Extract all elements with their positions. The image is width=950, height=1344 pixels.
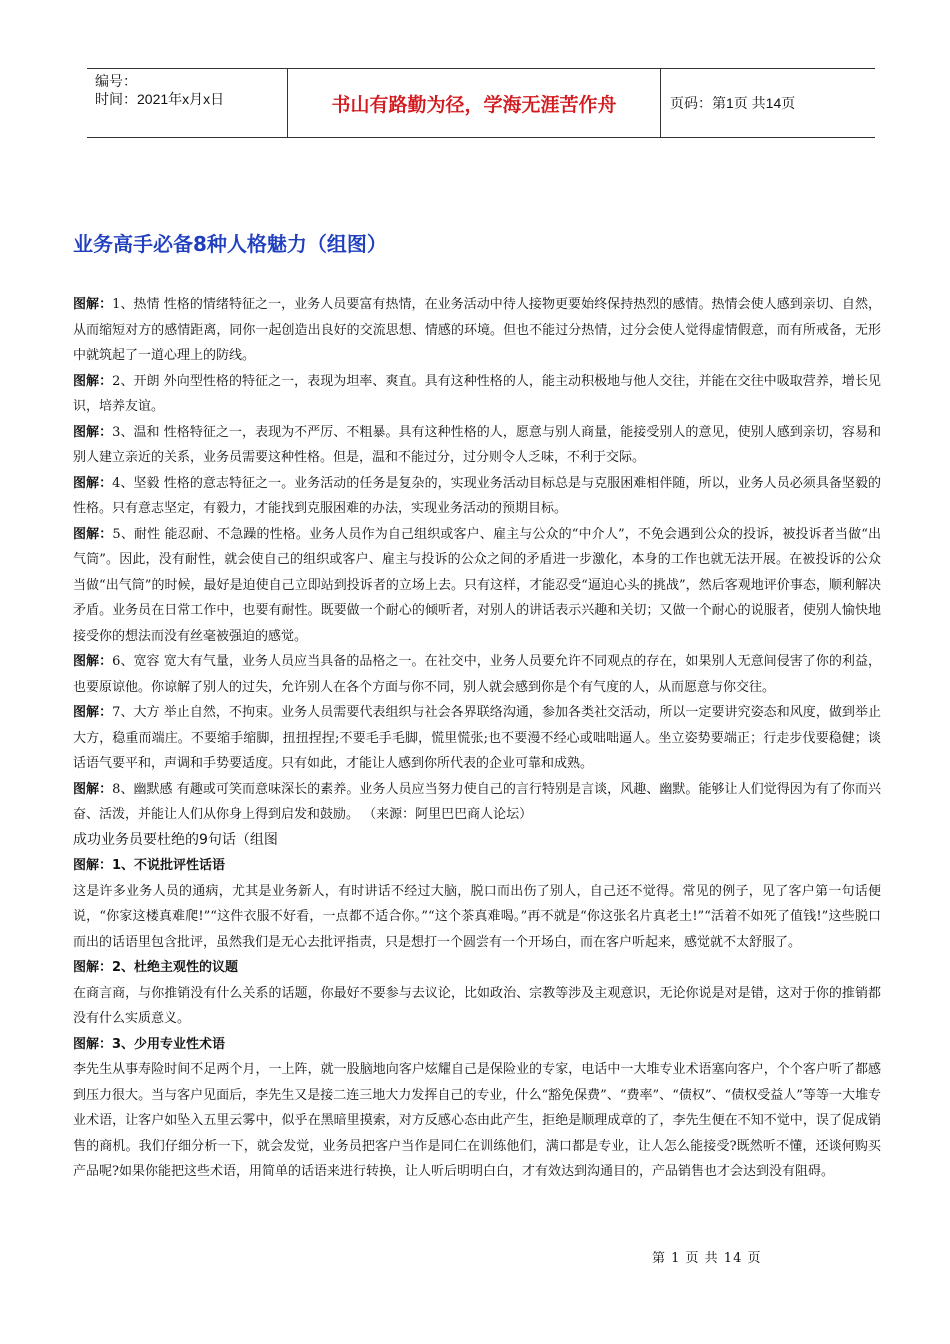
trait-label: 图解： [73, 475, 113, 491]
trait-label: 图解： [73, 297, 113, 312]
document-title: 业务高手必备8种人格魅力（组图） [73, 232, 387, 256]
document-body [73, 292, 881, 1185]
trait-text: 6、宽容 宽大有气量，业务人员应当具备的品格之一。在社交中，业务人员要允许不同观点的存在，如果别人无意间侵害了你的利益，也要原谅他。你谅解了别人的过失，允许别人在各个方面与你不同，别人就会感到你是个有气度的人，从而愿意与你交往。 [73, 654, 881, 695]
trait-label: 图解： [73, 373, 113, 389]
trait-text: 7、大方 举止自然，不拘束。业务人员需要代表组织与社会各界联络沟通，参加各类社交活动，所以一定要讲究姿态和风度，做到举止大方，稳重而端庄。不要缩手缩脚，扭扭捏捏;不要毛手毛脚，慌里慌张;也不要漫不经心或咄咄逼人。坐立姿势要端正；行走步伐要稳健；谈话语气要平和，声调和手势要适度。只有如此，才能让人感到你所代表的企业可靠和成熟。 [73, 705, 881, 771]
trait-label: 图解： [73, 654, 113, 669]
trait-paragraph [73, 471, 881, 522]
trait-paragraph [73, 522, 881, 650]
page-footer: 第 1 页 共 14 页 [652, 1251, 762, 1266]
trait-label: 图解： [73, 781, 113, 797]
trait-paragraph [73, 369, 881, 420]
trait-text: 1、热情 性格的情绪特征之一，业务人员要富有热情，在业务活动中待人接物更要始终保持热烈的感情。热情会使人感到亲切、自然，从而缩短对方的感情距离，同你一起创造出良好的交流思想、情感的环境。但也不能过分热情，过分会使人觉得虚情假意，而有所戒备，无形中就筑起了一道心理上的防线。 [73, 297, 881, 363]
trait-paragraph [73, 420, 881, 471]
trait-label: 图解： [73, 705, 113, 720]
rule-heading: 图解：3、少用专业性术语 [73, 1036, 226, 1052]
time-label: 时间：2021年x月x日 [95, 91, 225, 107]
section-subtitle: 成功业务员要杜绝的9句话（组图 [73, 831, 278, 848]
trait-text: 8、幽默感 有趣或可笑而意味深长的素养。业务人员应当努力使自己的言行特别是言谈，风趣、幽默。能够让人们觉得因为有了你而兴奋、活泼，并能让人们从你身上得到启发和鼓励。 （来源：阿里巴巴商人论坛） [73, 781, 881, 822]
rule-text: 在商言商，与你推销没有什么关系的话题，你最好不要参与去议论，比如政治、宗教等涉及主观意识，无论你说是对是错，这对于你的推销都没有什么实质意义。 [73, 985, 881, 1026]
header-motto: 书山有路勤为径，学海无涯苦作舟 [287, 69, 661, 137]
rule-heading: 图解：1、不说批评性话语 [73, 858, 226, 873]
trait-paragraph [73, 777, 881, 828]
header-meta [95, 69, 285, 137]
page-header [87, 68, 875, 138]
trait-paragraph [73, 700, 881, 777]
rule-text: 这是许多业务人员的通病，尤其是业务新人，有时讲话不经过大脑，脱口而出伤了别人，自己还不觉得。常见的例子，见了客户第一句话便说，“你家这楼真难爬!”“这件衣服不好看，一点都不适合你。”“这个茶真难喝。”再不就是“你这张名片真老土!”“活着不如死了值钱!”这些脱口而出的话语里包含批评，虽然我们是无心去批评指责，只是想打一个圆尝有一个开场白，而在客户听起来，感觉就不太舒服了。 [73, 883, 881, 950]
trait-paragraph [73, 649, 881, 700]
trait-text: 2、开朗 外向型性格的特征之一，表现为坦率、爽直。具有这种性格的人，能主动积极地与他人交往，并能在交往中吸取营养，增长见识，培养友谊。 [73, 373, 881, 414]
trait-label: 图解： [73, 424, 113, 440]
trait-paragraph [73, 292, 881, 369]
trait-text: 3、温和 性格特征之一，表现为不严厉、不粗暴。具有这种性格的人，愿意与别人商量，能接受别人的意见，使别人感到亲切，容易和别人建立亲近的关系，业务员需要这种性格。但是，温和不能过分，过分则令人乏味，不利于交际。 [73, 424, 881, 465]
rule-heading: 图解：2、杜绝主观性的议题 [73, 960, 239, 975]
trait-text: 5、耐性 能忍耐、不急躁的性格。业务人员作为自己组织或客户、雇主与公众的“中介人”，不免会遇到公众的投诉，被投诉者当做“出气筒”。因此，没有耐性，就会使自己的组织或客户、雇主与投诉的公众之间的矛盾进一步激化，本身的工作也就无法开展。在被投诉的公众当做“出气筒”的时候，最好是迫使自己立即站到投诉者的立场上去。只有这样，才能忍受“逼迫心头的挑战”，然后客观地评价事态，顺利解决矛盾。业务员在日常工作中，也要有耐性。既要做一个耐心的倾听者，对别人的讲话表示兴趣和关切；又做一个耐心的说服者，使别人愉快地接受你的想法而没有丝毫被强迫的感觉。 [73, 526, 881, 644]
header-page-info: 页码：第1页 共14页 [670, 95, 796, 111]
number-label: 编号： [95, 73, 137, 89]
trait-text: 4、坚毅 性格的意志特征之一。业务活动的任务是复杂的，实现业务活动目标总是与克服困难相伴随，所以，业务人员必须具备坚毅的性格。只有意志坚定，有毅力，才能找到克服困难的办法，实现业务活动的预期目标。 [73, 475, 881, 516]
rule-text: 李先生从事寿险时间不足两个月，一上阵，就一股脑地向客户炫耀自己是保险业的专家，电话中一大堆专业术语塞向客户，个个客户听了都感到压力很大。当与客户见面后，李先生又是接二连三地大力发挥自己的专业，什么“豁免保费”、“费率”、“债权”、“债权受益人”等等一大堆专业术语，让客户如坠入五里云雾中，似乎在黑暗里摸索，对方反感心态由此产生，拒绝是顺理成章的了，李先生便在不知不觉中，误了促成销售的商机。我们仔细分析一下，就会发觉，业务员把客户当作是同仁在训练他们，满口都是专业，让人怎么能接受?既然听不懂，还谈何购买产品呢?如果你能把这些术语，用简单的话语来进行转换，让人听后明明白白，才有效达到沟通目的，产品销售也才会达到没有阻碍。 [73, 1062, 881, 1179]
trait-label: 图解： [73, 526, 113, 542]
